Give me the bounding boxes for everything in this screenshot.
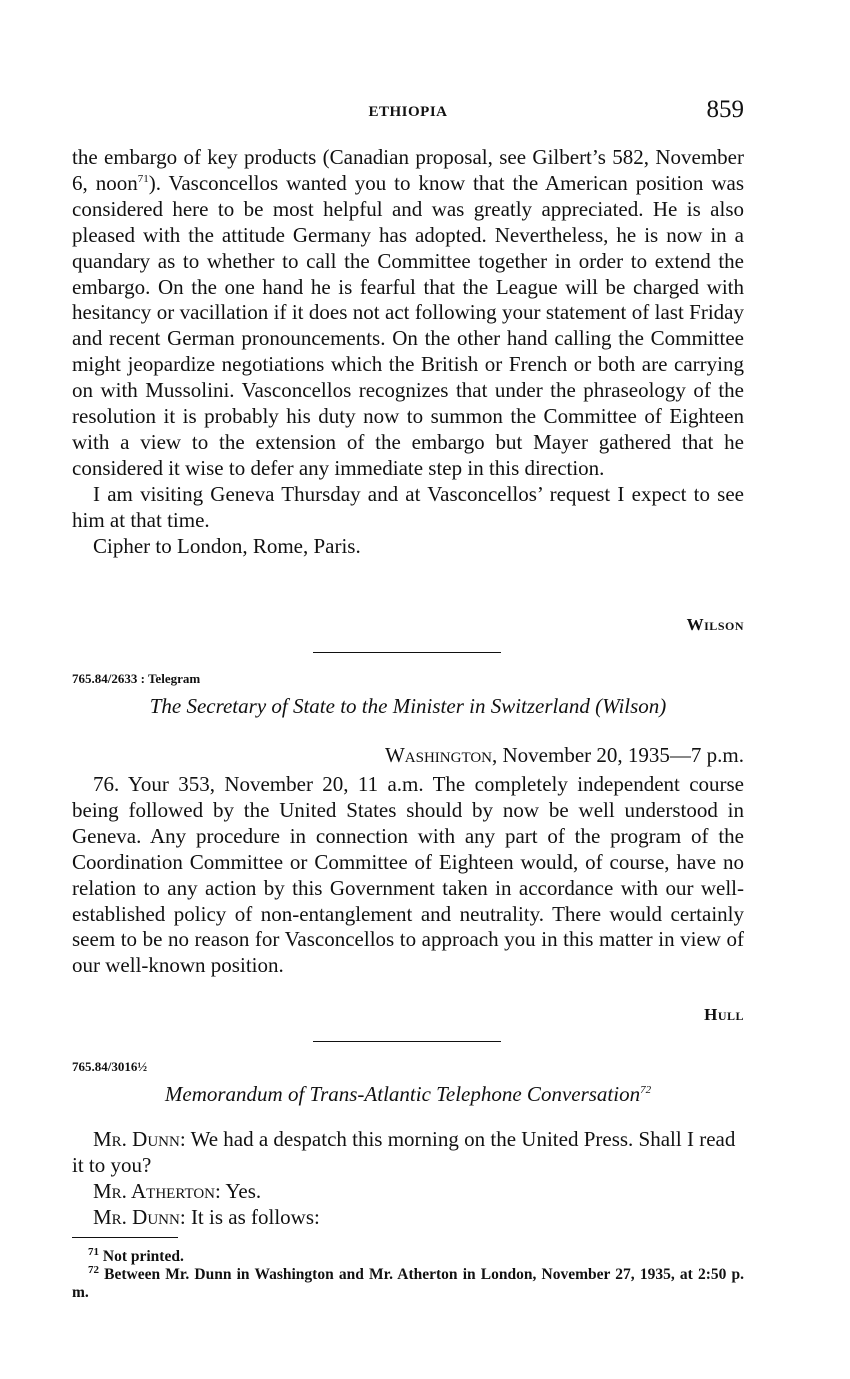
signature-wilson: Wilson	[686, 615, 744, 634]
dialogue-line: Mr. Atherton: Yes.	[93, 1179, 262, 1203]
paragraph-geneva-visit: I am visiting Geneva Thursday and at Vasconcellos’ request I expect to see him at that time.	[72, 481, 744, 532]
document-heading: Memorandum of Trans-Atlantic Telephone Conversation$^{72}$	[164, 1082, 652, 1106]
signature-hull: Hull	[704, 1005, 744, 1024]
footnotes	[72, 1245, 745, 1302]
telegram-wilson-text	[72, 145, 744, 560]
footnote-ref-72: 72	[640, 1084, 652, 1096]
running-title: ETHIOPIA	[368, 104, 448, 120]
dateline	[385, 743, 744, 768]
dialogue-line: Mr. Dunn: We had a despatch this morning on the United Press. Shall I read it to you?	[72, 1127, 736, 1177]
conversation	[72, 1126, 744, 1230]
footnote-72: $^{72}$ Between Mr. Dunn in Washington and Mr. Atherton in London, November 27, 1935, at 2:50 p. m.	[72, 1263, 745, 1301]
paragraph-embargo: the embargo of key products (Canadian proposal, see Gilbert’s 582, November 6, noon$^{71}$). Vasconcellos wanted you to know that the American position was considered here to be most helpful and was greatly appreciated. He is also pleased with the attitude Germany has adopted. Nevertheless, he is now in a quandary as to whether to call the Committee together in order to extend the embargo. On the one hand he is fearful that the League will be charged with hesitancy or vacillation if it does not act following your statement of last Friday and recent German pronouncements. On the other hand calling the Committee might jeopardize negotiations which the British or French or both are carrying on with Mussolini. Vasconcellos recognizes that under the phraseology of the resolution it is probably his duty now to summon the Committee of Eighteen with a view to the extension of the embargo but Mayer gathered that he considered it wise to defer any immediate step in this direction.	[72, 145, 744, 480]
page-number: 859	[706, 96, 744, 123]
section-divider	[313, 652, 501, 653]
file-reference: 765.84/3016½	[72, 1059, 148, 1074]
dateline-place: Washington,	[384, 743, 498, 767]
telegram-hull-text	[72, 772, 744, 979]
footnote-ref-71: 71	[137, 172, 149, 185]
section-divider	[313, 1041, 501, 1042]
paragraph-independent-course: 76. Your 353, November 20, 11 a.m. The completely independent course being followed by the United States should by now be well understood in Geneva. Any procedure in connection with any part of the program of the Coordination Committee or Committee of Eighteen would, of course, have no relation to any action by this Government taken in accordance with our well-established policy of non-entanglement and neutrality. There would certainly seem to be no reason for Vasconcellos to approach you in this matter in view of our well-known position.	[72, 772, 744, 978]
dateline-date: November 20, 1935—7 p.m.	[502, 743, 744, 767]
paragraph-cipher: Cipher to London, Rome, Paris.	[93, 533, 361, 558]
document-heading: The Secretary of State to the Minister in Switzerland (Wilson)	[149, 694, 667, 718]
running-head	[72, 96, 744, 128]
footnote-71: $^{71}$ Not printed.	[88, 1245, 184, 1265]
footnote-rule	[72, 1237, 178, 1238]
dialogue-line: Mr. Dunn: It is as follows:	[93, 1205, 320, 1229]
file-reference: 765.84/2633 : Telegram	[72, 671, 201, 686]
